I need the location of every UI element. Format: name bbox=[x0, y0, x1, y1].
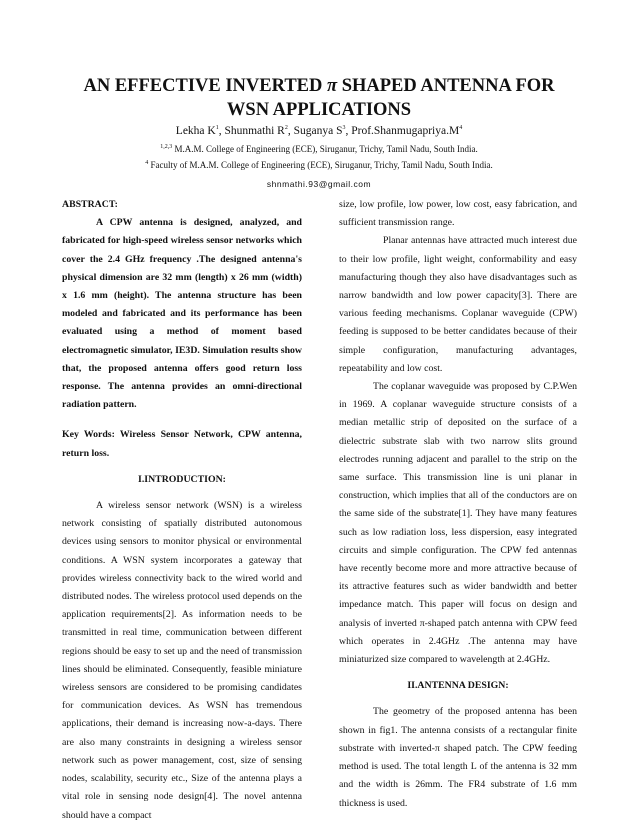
antenna-design-text: The geometry of the proposed antenna has been shown in fig1. The antenna consists of a rectangular finite substrate with inverted-π shaped patch. The CPW feeding method is used. The total length L of the antenna is 32 mm and the width is 26mm. The FR4 substrate of 1.6 mm thickness is used. bbox=[339, 706, 577, 809]
introduction-text: A wireless sensor network (WSN) is a wireless network consisting of spatially distributed autonomous devices using sensors to monitor physical or environmental conditions. A WSN system incorporates a gateway that provides wireless connectivity back to the wired world and distributed nodes. The wireless protocol used depends on the application requirements[2]. As information needs to be transmitted in real time, communication between different regions should be easy to set up and the need of transmission lines should be eliminated. Consequently, feasible miniature wireless sensors are considered to be promising candidates for communication devices. As WSN has tremendous applications, their demand is increasing now-a-days. There are also many constraints in designing a wireless sensor network such as power management, cost, size of sensing nodes, scalability, security etc., Size of the antenna plays a vital role in sensing node design[4]. The novel antenna should have a compact bbox=[62, 500, 302, 821]
title-pi-symbol: π bbox=[326, 76, 338, 96]
title-text-a: AN EFFECTIVE INVERTED bbox=[83, 76, 327, 96]
affiliation-2: $^4$ Faculty of M.A.M. College of Engineering (ECE), Siruganur, Trichy, Tamil Nadu, South India. bbox=[145, 160, 493, 170]
coplanar-waveguide-paragraph: The coplanar waveguide was proposed by C.P.Wen in 1969. A coplanar waveguide structure consists of a median metallic strip of deposited on the surface of a dielectric substrate slab with two narrow slits ground electrodes running adjacent and parallel to the strip on the same surface. This transmission line is uni planar in construction, which implies that all of the conductors are on the same side of the substrate[1]. They have many features such as low radiation loss, less dispersion, easy integrated circuits and simple configuration. The CPW fed antennas have recently become more and more attractive because of its attractive features such as wider bandwidth and better impedance match. This paper will focus on design and analysis of inverted π-shaped patch antenna with CPW feed which operates in 2.4GHz .The antenna may have miniaturized size compared to wavelength at 2.4GHz. bbox=[339, 381, 577, 666]
left-column bbox=[62, 196, 302, 825]
author-4: $Prof.Shanmugapriya.M^4$ bbox=[351, 125, 463, 137]
author-3: Suganya $S^3$ bbox=[293, 125, 346, 137]
keywords: Key Words: Wireless Sensor Network, CPW antenna, return loss. bbox=[62, 429, 302, 459]
author-2: Shunmathi $R^2$ bbox=[224, 125, 288, 137]
title-line-1 bbox=[40, 74, 598, 98]
right-column bbox=[339, 196, 577, 813]
paper-title bbox=[40, 74, 598, 122]
abstract-text: A CPW antenna is designed, analyzed, and fabricated for high-speed wireless sensor networks which cover the 2.4 GHz frequency .The designed antenna's physical dimension are 32 mm (length) x 26 mm (width) x 1.6 mm (height). The antenna structure has been modeled and fabricated and its performance has been evaluated using a method of moment based electromagnetic simulator, IE3D. Simulation results show that, the proposed antenna offers good return loss response. The antenna provides an omni-directional radiation pattern. bbox=[62, 217, 302, 411]
author-1: Lekha $K^1$ bbox=[175, 125, 219, 137]
title-text-b: SHAPED ANTENNA FOR bbox=[337, 76, 555, 96]
intro-continued: size, low profile, low power, low cost, easy fabrication, and sufficient transmission range. bbox=[339, 199, 577, 229]
abstract-heading: ABSTRACT: bbox=[62, 199, 118, 210]
antenna-design-heading: II.ANTENNA DESIGN: bbox=[407, 680, 509, 692]
author-list: Lekha $K^1$, Shunmathi $R^2$, Suganya $S^3$, $Prof.Shanmugapriya.M^4$ bbox=[175, 125, 463, 137]
introduction-heading: I.INTRODUCTION: bbox=[138, 473, 226, 485]
planar-antennas-paragraph: Planar antennas have attracted much interest due to their low profile, light weight, conformability and easy manufacturing though they also have disadvantages such as narrow bandwidth and low power capacity[3]. There are various feeding mechanisms. Coplanar waveguide (CPW) feeding is supposed to be better candidates because of their simple configuration, manufacturing advantages, repeatability and low cost. bbox=[339, 235, 577, 374]
author-email: shnmathi.93@gmail.com bbox=[266, 179, 372, 189]
title-line-2: WSN APPLICATIONS bbox=[226, 100, 412, 120]
affiliation-1: $^{1,2,3}$ M.A.M. College of Engineering (ECE), Siruganur, Trichy, Tamil Nadu, South India. bbox=[160, 144, 478, 154]
